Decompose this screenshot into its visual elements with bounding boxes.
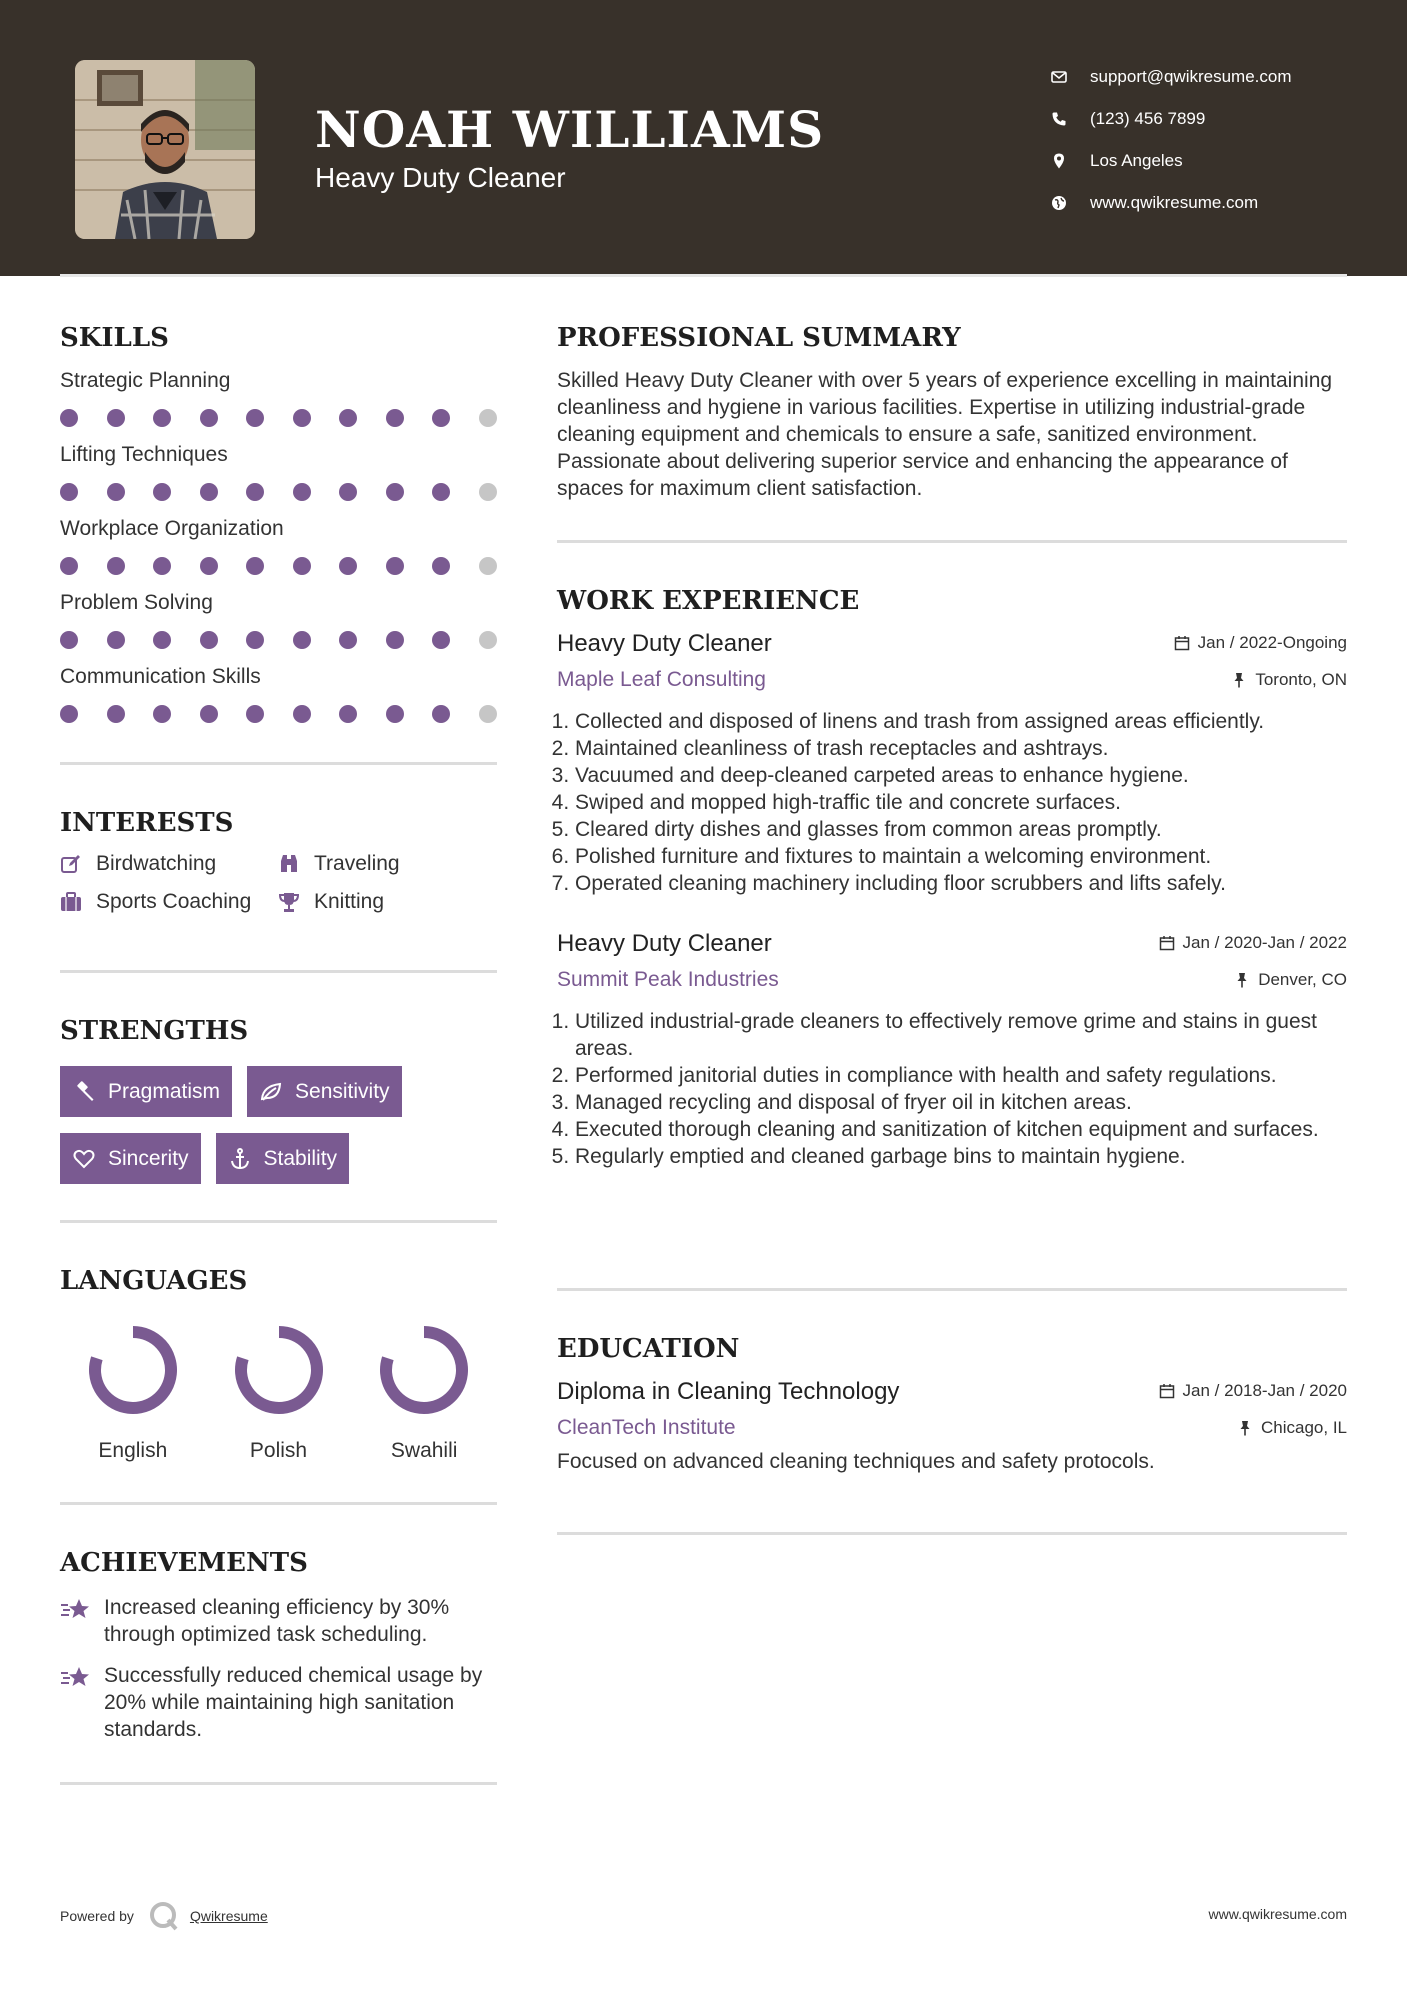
skill-dot-filled [107,483,125,501]
duty-item: 1. Utilized industrial-grade cleaners to effectively remove grime and stains in guest areas. [575,1008,1347,1062]
section-divider [60,762,497,765]
achievement-item [60,1662,497,1743]
languages-list [60,1315,497,1463]
job-location [1234,970,1347,990]
skill-item [60,588,497,662]
strength-tag [60,1133,201,1184]
skill-label: Strategic Planning [60,369,231,392]
map-marker-icon [1050,152,1068,170]
skill-dot-filled [200,631,218,649]
language-item [206,1315,352,1463]
duty-item: 3. Vacuumed and deep-cleaned carpeted areas to enhance hygiene. [575,762,1347,789]
header [0,0,1407,276]
envelope-icon [1050,68,1068,86]
section-divider [60,1502,497,1505]
candidate-name: NOAH WILLIAMS [315,100,825,159]
calendar-icon [1159,935,1175,951]
interest-label: Knitting [314,890,385,913]
job-entry [557,630,1347,897]
strengths-list [60,1066,497,1184]
summary-section [557,367,1347,502]
section-divider [60,970,497,973]
section-divider [60,1782,497,1785]
skill-dot-filled [200,409,218,427]
skill-label: Workplace Organization [60,517,284,540]
summary-heading: PROFESSIONAL SUMMARY [557,323,961,353]
strength-label: Sensitivity [295,1079,390,1103]
skill-dot-filled [153,409,171,427]
phone-icon [1050,110,1068,128]
skill-dot-filled [107,557,125,575]
pin-icon [1231,672,1247,688]
skill-dot-filled [246,705,264,723]
skills-list [60,366,497,736]
job-entry [557,930,1347,1170]
section-divider [60,1220,497,1223]
strength-label: Sincerity [108,1146,189,1170]
duty-item: 5. Regularly emptied and cleaned garbage bins to maintain hygiene. [575,1143,1347,1170]
interest-item [278,890,498,914]
qwikresume-logo-icon [148,1900,180,1932]
duty-list [557,1008,1347,1170]
skill-dot-filled [386,483,404,501]
skill-rating [60,692,497,736]
contact-website[interactable] [1050,182,1380,224]
pin-icon [1234,972,1250,988]
binoculars-icon [278,853,300,875]
skill-dot-filled [432,557,450,575]
skill-dot-filled [153,557,171,575]
profile-photo [75,60,255,239]
duty-item: 2. Maintained cleanliness of trash receptacles and ashtrays. [575,735,1347,762]
degree-title: Diploma in Cleaning Technology [557,1378,900,1405]
skill-dot-filled [246,409,264,427]
job-title: Heavy Duty Cleaner [557,630,772,657]
education-date-text: Jan / 2018-Jan / 2020 [1182,1381,1347,1400]
strength-label: Stability [263,1146,338,1170]
skill-dot-filled [246,631,264,649]
gavel-icon [72,1080,96,1104]
job-date [1174,633,1347,653]
star-icon [60,1596,92,1624]
contact-email[interactable] [1050,56,1380,98]
duty-item: 1. Collected and disposed of linens and trash from assigned areas efficiently. [575,708,1347,735]
section-divider [557,1532,1347,1535]
skill-dot-filled [339,483,357,501]
strengths-heading: STRENGTHS [60,1016,249,1046]
skill-dot-filled [200,557,218,575]
header-divider [60,274,1347,277]
skill-dot-filled [339,631,357,649]
skill-item [60,366,497,440]
job-location [1231,670,1347,690]
star-icon [60,1664,92,1692]
skill-rating [60,470,497,514]
skill-label: Problem Solving [60,591,213,614]
summary-text: Skilled Heavy Duty Cleaner with over 5 years of experience excelling in maintaining cleanliness and hygiene in various facilities. Expertise in utilizing industrial-grade cleaning equipment and chemicals to ensure a safe, sanitized environment. Passionate about delivering superior service and enhancing the appearance of spaces for maximum client satisfaction. [557,369,1333,500]
education-date [1159,1381,1347,1401]
education-entry [557,1378,1347,1474]
interest-label: Sports Coaching [96,890,252,913]
language-gauge-arc [386,1332,462,1408]
skill-dot-filled [339,557,357,575]
experience-heading: WORK EXPERIENCE [557,586,860,616]
skill-dot-filled [107,631,125,649]
skill-label: Lifting Techniques [60,443,228,466]
language-label: Swahili [390,1439,458,1462]
skill-dot-filled [432,631,450,649]
skill-dot-empty [479,705,497,723]
education-description: Focused on advanced cleaning techniques and safety protocols. [557,1450,1155,1473]
achievement-text: Increased cleaning efficiency by 30% through optimized task scheduling. [104,1596,450,1646]
job-date-text: Jan / 2020-Jan / 2022 [1182,933,1347,952]
skill-dot-filled [293,483,311,501]
edit-icon [60,853,82,875]
skill-dot-filled [293,409,311,427]
skill-dot-filled [432,483,450,501]
education-location-text: Chicago, IL [1261,1418,1347,1437]
skill-dot-filled [432,409,450,427]
skill-dot-filled [60,409,78,427]
language-gauge [224,1315,334,1425]
contact-email-text: support@qwikresume.com [1090,67,1292,86]
skill-dot-filled [60,705,78,723]
skill-label: Communication Skills [60,665,261,688]
skill-dot-filled [386,557,404,575]
achievements-list [60,1594,497,1757]
skill-dot-filled [293,557,311,575]
company-name: Maple Leaf Consulting [557,668,766,691]
skill-dot-filled [60,483,78,501]
language-label: Polish [249,1439,308,1462]
footer-url[interactable]: www.qwikresume.com [1208,1906,1347,1922]
job-date [1159,933,1347,953]
briefcase-icon [60,891,82,913]
footer-branding [60,1900,268,1932]
skill-dot-filled [107,705,125,723]
skill-dot-filled [386,409,404,427]
language-item [60,1315,206,1463]
skill-dot-filled [293,705,311,723]
duty-item: 2. Performed janitorial duties in compliance with health and safety regulations. [575,1062,1347,1089]
job-location-text: Toronto, ON [1255,670,1347,689]
skill-dot-filled [200,705,218,723]
education-location [1237,1418,1347,1438]
job-title: Heavy Duty Cleaner [557,930,772,957]
candidate-title: Heavy Duty Cleaner [315,162,566,193]
contact-phone[interactable] [1050,98,1380,140]
strength-label: Pragmatism [108,1079,221,1103]
powered-by-label: Powered by [60,1908,134,1924]
section-divider [557,1288,1347,1291]
company-name: Summit Peak Industries [557,968,779,991]
education-heading: EDUCATION [557,1334,740,1364]
duty-item: 4. Swiped and mopped high-traffic tile and concrete surfaces. [575,789,1347,816]
interest-item [60,890,278,914]
language-gauge-arc [95,1332,171,1408]
skill-dot-filled [246,483,264,501]
language-gauge [78,1315,188,1425]
pin-icon [1237,1420,1253,1436]
duty-item: 5. Cleared dirty dishes and glasses from common areas promptly. [575,816,1347,843]
strength-tag [247,1066,402,1117]
skill-dot-empty [479,483,497,501]
job-date-text: Jan / 2022-Ongoing [1197,633,1347,652]
skill-item [60,514,497,588]
language-gauge [369,1315,479,1425]
achievement-text: Successfully reduced chemical usage by 20% while maintaining high sanitation standards. [104,1664,483,1741]
heart-icon [72,1147,96,1171]
skill-rating [60,544,497,588]
skill-dot-filled [432,705,450,723]
contact-phone-text: (123) 456 7899 [1090,109,1206,128]
job-location-text: Denver, CO [1258,970,1347,989]
contact-website-text: www.qwikresume.com [1090,193,1259,212]
skill-dot-filled [200,483,218,501]
skill-dot-filled [386,631,404,649]
skill-dot-filled [153,483,171,501]
interests-heading: INTERESTS [60,808,234,838]
skill-dot-filled [339,409,357,427]
language-label: English [98,1439,168,1462]
interest-label: Birdwatching [96,852,217,875]
skill-dot-filled [60,557,78,575]
skill-dot-empty [479,631,497,649]
duty-item: 7. Operated cleaning machinery including floor scrubbers and lifts safely. [575,870,1347,897]
calendar-icon [1174,635,1190,651]
trophy-icon [278,891,300,913]
skill-dot-filled [293,631,311,649]
duty-list [557,708,1347,897]
contact-location-text: Los Angeles [1090,151,1183,170]
skill-dot-filled [386,705,404,723]
achievements-heading: ACHIEVEMENTS [60,1548,308,1578]
language-item [351,1315,497,1463]
contact-list [1050,56,1380,224]
skill-item [60,662,497,736]
interest-item [278,852,498,876]
strength-tag [60,1066,232,1117]
leaf-icon [259,1080,283,1104]
duty-item: 6. Polished furniture and fixtures to maintain a welcoming environment. [575,843,1347,870]
skills-heading: SKILLS [60,323,169,353]
qwikresume-link[interactable]: Qwikresume [189,1908,268,1924]
globe-icon [1050,194,1068,212]
interest-label: Traveling [314,852,400,875]
language-gauge-arc [241,1332,317,1408]
anchor-icon [228,1147,252,1171]
interest-item [60,852,278,876]
languages-heading: LANGUAGES [60,1266,248,1296]
calendar-icon [1159,1383,1175,1399]
skill-rating [60,396,497,440]
skill-dot-filled [153,631,171,649]
achievement-item [60,1594,497,1648]
contact-location [1050,140,1380,182]
skill-dot-filled [107,409,125,427]
skill-dot-filled [339,705,357,723]
section-divider [557,540,1347,543]
skill-dot-filled [60,631,78,649]
school-name: CleanTech Institute [557,1416,736,1439]
duty-item: 4. Executed thorough cleaning and sanitization of kitchen equipment and surfaces. [575,1116,1347,1143]
skill-dot-empty [479,557,497,575]
skill-rating [60,618,497,662]
skill-dot-empty [479,409,497,427]
interests-list [60,852,497,914]
skill-dot-filled [246,557,264,575]
skill-dot-filled [153,705,171,723]
skill-item [60,440,497,514]
strength-tag [216,1133,350,1184]
duty-item: 3. Managed recycling and disposal of fryer oil in kitchen areas. [575,1089,1347,1116]
